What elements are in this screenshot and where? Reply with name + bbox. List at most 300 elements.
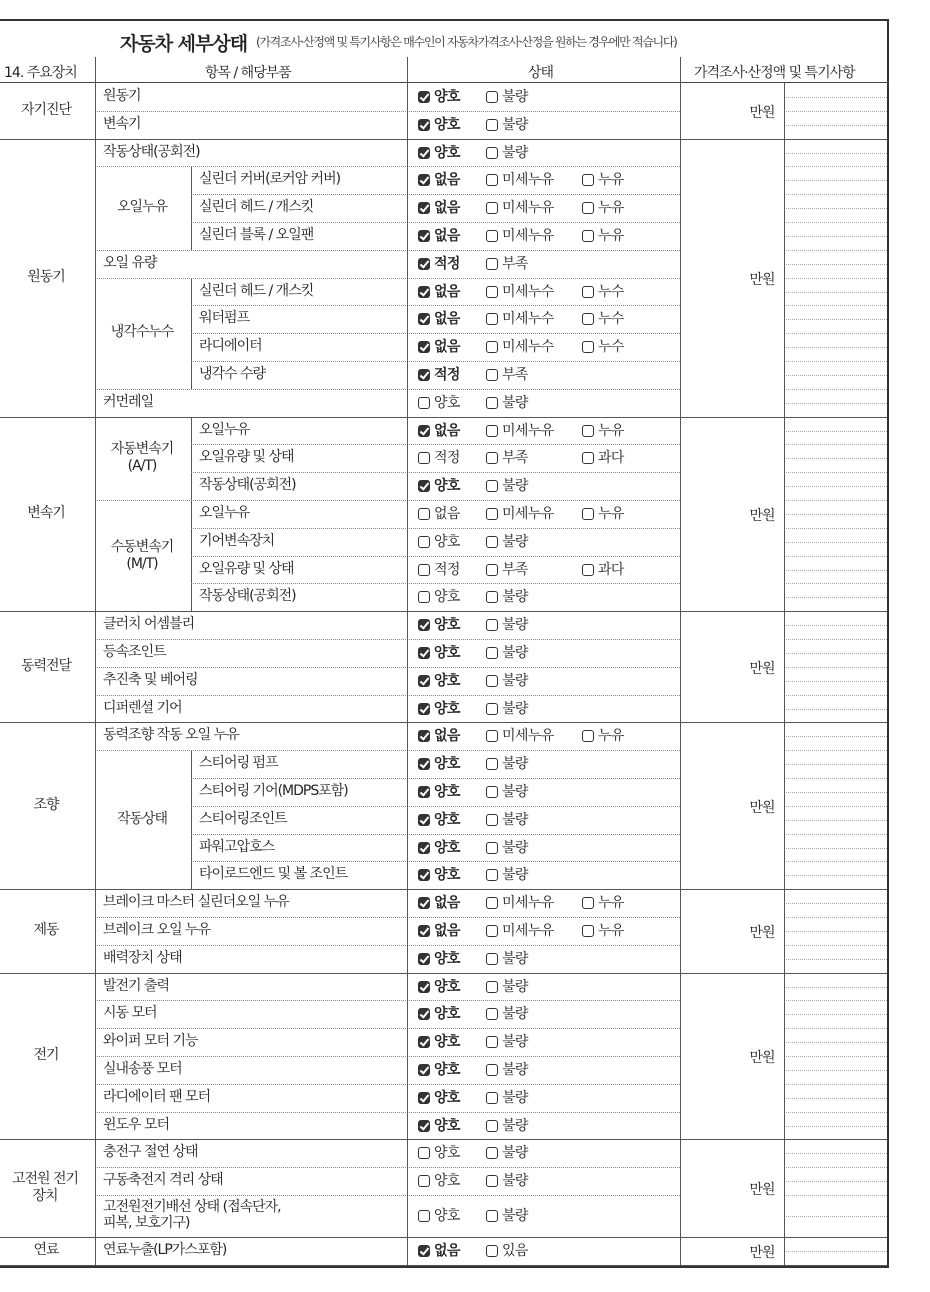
status-checkbox[interactable] <box>486 505 554 523</box>
empty-box-icon[interactable] <box>486 1120 498 1132</box>
status-checkbox[interactable] <box>582 727 624 745</box>
row-dotted-divider <box>95 1084 680 1085</box>
empty-box-icon[interactable] <box>418 591 430 603</box>
empty-box-icon[interactable] <box>486 508 498 520</box>
note-dotted-line <box>784 375 887 376</box>
status-checkbox[interactable] <box>486 1005 528 1023</box>
checked-box-icon[interactable] <box>418 619 430 631</box>
empty-box-icon[interactable] <box>486 397 498 409</box>
empty-box-icon[interactable] <box>582 313 594 325</box>
row-dotted-divider <box>95 945 680 946</box>
option-label: 없음 <box>434 422 460 439</box>
status-checkbox[interactable] <box>486 533 528 551</box>
status-checkbox[interactable] <box>486 88 528 106</box>
status-checkbox[interactable] <box>582 338 624 356</box>
row-dotted-divider <box>95 917 680 918</box>
empty-box-icon[interactable] <box>486 1210 498 1222</box>
status-checkbox[interactable] <box>418 88 460 106</box>
checked-box-icon[interactable] <box>418 147 430 159</box>
empty-box-icon[interactable] <box>486 313 498 325</box>
status-checkbox[interactable] <box>486 811 528 829</box>
checked-box-icon[interactable] <box>418 258 430 270</box>
status-checkbox[interactable] <box>486 783 528 801</box>
empty-box-icon[interactable] <box>582 897 594 909</box>
row-dotted-divider <box>95 166 680 167</box>
option-label: 불량 <box>502 700 528 717</box>
status-checkbox[interactable] <box>418 866 460 884</box>
status-checkbox[interactable] <box>418 894 460 912</box>
option-label: 누유 <box>598 728 624 745</box>
status-checkbox[interactable] <box>418 922 460 940</box>
empty-box-icon[interactable] <box>486 202 498 214</box>
row-dotted-divider <box>191 834 680 835</box>
status-checkbox[interactable] <box>486 1172 528 1190</box>
column-divider-status <box>407 57 408 1265</box>
row-dotted-divider <box>95 278 680 279</box>
empty-box-icon[interactable] <box>486 591 498 603</box>
option-label: 양호 <box>434 1173 460 1190</box>
status-checkbox[interactable] <box>486 199 554 217</box>
option-label: 불량 <box>502 811 528 828</box>
status-checkbox[interactable] <box>486 700 528 718</box>
item-label: 브레이크 마스터 실린더오일 누유 <box>103 894 289 911</box>
note-dotted-line <box>784 1098 887 1099</box>
note-dotted-line <box>784 1042 887 1043</box>
option-label: 불량 <box>502 144 528 161</box>
checked-box-icon[interactable] <box>418 869 430 881</box>
empty-box-icon[interactable] <box>486 730 498 742</box>
empty-box-icon[interactable] <box>486 369 498 381</box>
status-checkbox[interactable] <box>486 755 528 773</box>
option-label: 불량 <box>502 1207 528 1224</box>
option-label: 누유 <box>598 922 624 939</box>
note-dotted-line <box>784 987 887 988</box>
option-label: 불량 <box>502 478 528 495</box>
checked-box-icon[interactable] <box>418 313 430 325</box>
status-checkbox[interactable] <box>486 227 554 245</box>
empty-box-icon[interactable] <box>582 174 594 186</box>
empty-box-icon[interactable] <box>486 119 498 131</box>
checked-box-icon[interactable] <box>418 119 430 131</box>
row-dotted-divider <box>191 305 680 306</box>
status-checkbox[interactable] <box>582 561 624 579</box>
status-checkbox[interactable] <box>582 199 624 217</box>
status-checkbox[interactable] <box>418 1144 460 1162</box>
empty-box-icon[interactable] <box>486 647 498 659</box>
row-dotted-divider <box>95 639 680 640</box>
checked-box-icon[interactable] <box>418 369 430 381</box>
item-label: 라디에이터 <box>199 338 262 355</box>
empty-box-icon[interactable] <box>486 953 498 965</box>
column-header-price: 가격조사·산정액 및 특기사항 <box>694 65 855 81</box>
status-checkbox[interactable] <box>486 866 528 884</box>
note-dotted-line <box>784 1028 887 1029</box>
empty-box-icon[interactable] <box>582 286 594 298</box>
status-checkbox[interactable] <box>418 505 460 523</box>
option-label: 양호 <box>434 783 460 800</box>
status-checkbox[interactable] <box>418 1089 460 1107</box>
item-label: 스티어링 기어(MDPS포함) <box>199 783 348 799</box>
status-checkbox[interactable] <box>486 477 528 495</box>
option-label: 양호 <box>434 589 460 606</box>
empty-box-icon[interactable] <box>486 703 498 715</box>
checked-box-icon[interactable] <box>418 286 430 298</box>
checked-box-icon[interactable] <box>418 230 430 242</box>
status-checkbox[interactable] <box>418 199 460 217</box>
empty-box-icon[interactable] <box>486 758 498 770</box>
status-checkbox[interactable] <box>582 171 624 189</box>
status-checkbox[interactable] <box>418 1242 460 1260</box>
note-dotted-line <box>784 500 887 501</box>
empty-box-icon[interactable] <box>486 897 498 909</box>
note-dotted-line <box>784 166 887 167</box>
status-checkbox[interactable] <box>418 1207 460 1225</box>
checked-box-icon[interactable] <box>418 897 430 909</box>
status-checkbox[interactable] <box>418 144 460 162</box>
empty-box-icon[interactable] <box>486 814 498 826</box>
option-label: 없음 <box>434 505 460 522</box>
status-checkbox[interactable] <box>418 783 460 801</box>
status-checkbox[interactable] <box>582 922 624 940</box>
status-checkbox[interactable] <box>486 394 528 412</box>
empty-box-icon[interactable] <box>582 452 594 464</box>
status-checkbox[interactable] <box>418 1117 460 1135</box>
status-checkbox[interactable] <box>486 366 528 384</box>
empty-box-icon[interactable] <box>418 1175 430 1187</box>
note-dotted-line <box>784 1112 887 1113</box>
subgroup-divider <box>191 166 192 249</box>
checked-box-icon[interactable] <box>418 91 430 103</box>
status-checkbox[interactable] <box>418 700 460 718</box>
status-checkbox[interactable] <box>582 310 624 328</box>
form-header <box>0 19 889 58</box>
status-checkbox[interactable] <box>582 422 624 440</box>
status-checkbox[interactable] <box>486 171 554 189</box>
status-checkbox[interactable] <box>418 1061 460 1079</box>
empty-box-icon[interactable] <box>486 1008 498 1020</box>
empty-box-icon[interactable] <box>486 286 498 298</box>
status-checkbox[interactable] <box>486 672 528 690</box>
empty-box-icon[interactable] <box>582 230 594 242</box>
empty-box-icon[interactable] <box>582 730 594 742</box>
status-checkbox[interactable] <box>418 839 460 857</box>
checked-box-icon[interactable] <box>418 953 430 965</box>
note-dotted-line <box>784 1014 887 1015</box>
empty-box-icon[interactable] <box>486 452 498 464</box>
option-label: 없음 <box>434 311 460 328</box>
status-checkbox[interactable] <box>418 422 460 440</box>
status-checkbox[interactable] <box>582 449 624 467</box>
form-note: (가격조사·산정액 및 특기사항은 매수인이 자동차가격조사·산정을 원하는 경우에만 적습니다) <box>256 35 677 49</box>
status-checkbox[interactable] <box>418 978 460 996</box>
option-label: 불량 <box>502 644 528 661</box>
note-dotted-line <box>784 1251 887 1252</box>
option-label: 양호 <box>434 1207 460 1224</box>
status-checkbox[interactable] <box>486 255 528 273</box>
empty-box-icon[interactable] <box>486 1147 498 1159</box>
checked-box-icon[interactable] <box>418 341 430 353</box>
empty-box-icon[interactable] <box>486 230 498 242</box>
status-checkbox[interactable] <box>418 588 460 606</box>
option-label: 누수 <box>598 283 624 300</box>
status-checkbox[interactable] <box>486 144 528 162</box>
checked-box-icon[interactable] <box>418 730 430 742</box>
note-dotted-line <box>784 653 887 654</box>
item-label: 실내송풍 모터 <box>103 1061 182 1077</box>
empty-box-icon[interactable] <box>418 564 430 576</box>
status-checkbox[interactable] <box>418 533 460 551</box>
status-checkbox[interactable] <box>486 283 554 301</box>
row-dotted-divider <box>95 1112 680 1113</box>
note-dotted-line <box>784 1195 887 1196</box>
section-label: 전기 <box>33 1047 59 1063</box>
status-checkbox[interactable] <box>582 227 624 245</box>
status-checkbox[interactable] <box>486 978 528 996</box>
checked-box-icon[interactable] <box>418 981 430 993</box>
status-checkbox[interactable] <box>418 672 460 690</box>
column-header-divider <box>0 82 889 83</box>
checked-box-icon[interactable] <box>418 1120 430 1132</box>
checked-box-icon[interactable] <box>418 1092 430 1104</box>
note-dotted-line <box>784 472 887 473</box>
status-checkbox[interactable] <box>486 1033 528 1051</box>
status-checkbox[interactable] <box>418 227 460 245</box>
empty-box-icon[interactable] <box>486 341 498 353</box>
empty-box-icon[interactable] <box>486 91 498 103</box>
option-label: 양호 <box>434 617 460 634</box>
option-label: 양호 <box>434 839 460 856</box>
empty-box-icon[interactable] <box>486 619 498 631</box>
item-label: 추진축 및 베어링 <box>103 671 198 688</box>
option-label: 과다 <box>598 561 624 578</box>
note-dotted-line <box>784 361 887 362</box>
price-unit-label: 만원 <box>749 1244 775 1261</box>
option-label: 없음 <box>434 728 460 745</box>
empty-box-icon[interactable] <box>486 1092 498 1104</box>
section-divider <box>0 722 887 723</box>
checked-box-icon[interactable] <box>418 814 430 826</box>
empty-box-icon[interactable] <box>486 536 498 548</box>
status-checkbox[interactable] <box>418 950 460 968</box>
status-checkbox[interactable] <box>486 561 528 579</box>
empty-box-icon[interactable] <box>418 397 430 409</box>
section-divider <box>0 889 887 890</box>
option-label: 누유 <box>598 505 624 522</box>
price-unit-label: 만원 <box>749 271 775 288</box>
status-checkbox[interactable] <box>486 338 554 356</box>
empty-box-icon[interactable] <box>486 786 498 798</box>
option-label: 부족 <box>502 561 528 578</box>
note-dotted-line <box>784 486 887 487</box>
status-checkbox[interactable] <box>486 839 528 857</box>
status-checkbox[interactable] <box>418 644 460 662</box>
status-checkbox[interactable] <box>486 1117 528 1135</box>
empty-box-icon[interactable] <box>418 1210 430 1222</box>
note-dotted-line <box>784 431 887 432</box>
status-checkbox[interactable] <box>418 811 460 829</box>
empty-box-icon[interactable] <box>582 341 594 353</box>
empty-box-icon[interactable] <box>486 981 498 993</box>
option-label: 누유 <box>598 200 624 217</box>
status-checkbox[interactable] <box>418 310 460 328</box>
note-dotted-line <box>784 194 887 195</box>
empty-box-icon[interactable] <box>486 675 498 687</box>
option-label: 미세누유 <box>502 922 554 939</box>
checked-box-icon[interactable] <box>418 703 430 715</box>
status-checkbox[interactable] <box>418 561 460 579</box>
empty-box-icon[interactable] <box>486 480 498 492</box>
status-checkbox[interactable] <box>486 1061 528 1079</box>
option-label: 없음 <box>434 895 460 912</box>
checked-box-icon[interactable] <box>418 1245 430 1257</box>
note-dotted-line <box>784 709 887 710</box>
status-checkbox[interactable] <box>418 755 460 773</box>
note-dotted-line <box>784 236 887 237</box>
note-dotted-line <box>784 764 887 765</box>
checked-box-icon[interactable] <box>418 925 430 937</box>
status-checkbox[interactable] <box>486 894 554 912</box>
subgroup-divider <box>191 417 192 500</box>
status-checkbox[interactable] <box>418 394 460 412</box>
empty-box-icon[interactable] <box>486 258 498 270</box>
option-label: 불량 <box>502 617 528 634</box>
option-label: 불량 <box>502 783 528 800</box>
status-checkbox[interactable] <box>486 616 528 634</box>
empty-box-icon[interactable] <box>582 564 594 576</box>
empty-box-icon[interactable] <box>486 842 498 854</box>
status-checkbox[interactable] <box>486 1207 528 1225</box>
note-dotted-line <box>784 625 887 626</box>
checked-box-icon[interactable] <box>418 758 430 770</box>
item-label: 클러치 어셈블리 <box>103 616 195 633</box>
empty-box-icon[interactable] <box>486 1175 498 1187</box>
checked-box-icon[interactable] <box>418 1008 430 1020</box>
checked-box-icon[interactable] <box>418 842 430 854</box>
note-dotted-line <box>784 945 887 946</box>
status-checkbox[interactable] <box>418 116 460 134</box>
row-dotted-divider <box>95 1195 680 1196</box>
empty-box-icon[interactable] <box>486 869 498 881</box>
status-checkbox[interactable] <box>418 727 460 745</box>
option-label: 누수 <box>598 311 624 328</box>
option-label: 없음 <box>434 1242 460 1259</box>
status-checkbox[interactable] <box>418 171 460 189</box>
empty-box-icon[interactable] <box>418 1147 430 1159</box>
checked-box-icon[interactable] <box>418 675 430 687</box>
status-checkbox[interactable] <box>418 283 460 301</box>
status-checkbox[interactable] <box>418 449 460 467</box>
row-dotted-divider <box>191 861 680 862</box>
status-checkbox[interactable] <box>418 338 460 356</box>
status-checkbox[interactable] <box>418 616 460 634</box>
status-checkbox[interactable] <box>486 950 528 968</box>
item-label: 동력조향 작동 오일 누유 <box>103 727 239 744</box>
checked-box-icon[interactable] <box>418 425 430 437</box>
status-checkbox[interactable] <box>418 1005 460 1023</box>
option-label: 양호 <box>434 672 460 689</box>
status-checkbox[interactable] <box>486 922 554 940</box>
status-checkbox[interactable] <box>418 477 460 495</box>
empty-box-icon[interactable] <box>582 425 594 437</box>
option-label: 부족 <box>502 255 528 272</box>
column-divider-note <box>784 83 785 1265</box>
option-label: 양호 <box>434 144 460 161</box>
checked-box-icon[interactable] <box>418 1036 430 1048</box>
option-label: 양호 <box>434 1117 460 1134</box>
section-divider <box>0 611 887 612</box>
frame-bottom-border <box>0 1266 889 1268</box>
empty-box-icon[interactable] <box>486 425 498 437</box>
empty-box-icon[interactable] <box>486 1245 498 1257</box>
empty-box-icon[interactable] <box>582 925 594 937</box>
status-checkbox[interactable] <box>486 310 554 328</box>
status-checkbox[interactable] <box>486 1144 528 1162</box>
empty-box-icon[interactable] <box>486 1036 498 1048</box>
note-dotted-line <box>784 1056 887 1057</box>
empty-box-icon[interactable] <box>486 1064 498 1076</box>
section-divider <box>0 417 887 418</box>
option-label: 양호 <box>434 700 460 717</box>
status-checkbox[interactable] <box>486 1089 528 1107</box>
option-label: 양호 <box>434 533 460 550</box>
option-label: 미세누유 <box>502 505 554 522</box>
checked-box-icon[interactable] <box>418 1064 430 1076</box>
checked-box-icon[interactable] <box>418 786 430 798</box>
option-label: 양호 <box>434 478 460 495</box>
empty-box-icon[interactable] <box>486 147 498 159</box>
checked-box-icon[interactable] <box>418 174 430 186</box>
status-checkbox[interactable] <box>582 505 624 523</box>
checked-box-icon[interactable] <box>418 202 430 214</box>
option-label: 미세누유 <box>502 422 554 439</box>
note-dotted-line <box>784 305 887 306</box>
status-checkbox[interactable] <box>418 366 460 384</box>
status-checkbox[interactable] <box>418 1033 460 1051</box>
status-checkbox[interactable] <box>418 1172 460 1190</box>
empty-box-icon[interactable] <box>582 508 594 520</box>
empty-box-icon[interactable] <box>418 508 430 520</box>
option-label: 양호 <box>434 1061 460 1078</box>
empty-box-icon[interactable] <box>418 452 430 464</box>
empty-box-icon[interactable] <box>582 202 594 214</box>
column-divider-device <box>95 57 96 1265</box>
status-checkbox[interactable] <box>486 1242 528 1260</box>
status-checkbox[interactable] <box>486 727 554 745</box>
empty-box-icon[interactable] <box>418 536 430 548</box>
checked-box-icon[interactable] <box>418 480 430 492</box>
status-checkbox[interactable] <box>486 422 554 440</box>
note-dotted-line <box>784 667 887 668</box>
empty-box-icon[interactable] <box>486 925 498 937</box>
status-checkbox[interactable] <box>486 644 528 662</box>
subgroup-divider <box>191 750 192 889</box>
section-divider <box>0 1237 887 1238</box>
empty-box-icon[interactable] <box>486 564 498 576</box>
section-divider <box>0 973 887 974</box>
status-checkbox[interactable] <box>486 588 528 606</box>
row-dotted-divider <box>191 556 680 557</box>
option-label: 불량 <box>502 1145 528 1162</box>
item-label: 실린더 헤드 / 개스킷 <box>199 199 314 216</box>
option-label: 누유 <box>598 172 624 189</box>
checked-box-icon[interactable] <box>418 647 430 659</box>
status-checkbox[interactable] <box>486 449 528 467</box>
status-checkbox[interactable] <box>582 283 624 301</box>
status-checkbox[interactable] <box>486 116 528 134</box>
empty-box-icon[interactable] <box>486 174 498 186</box>
status-checkbox[interactable] <box>418 255 460 273</box>
status-checkbox[interactable] <box>582 894 624 912</box>
